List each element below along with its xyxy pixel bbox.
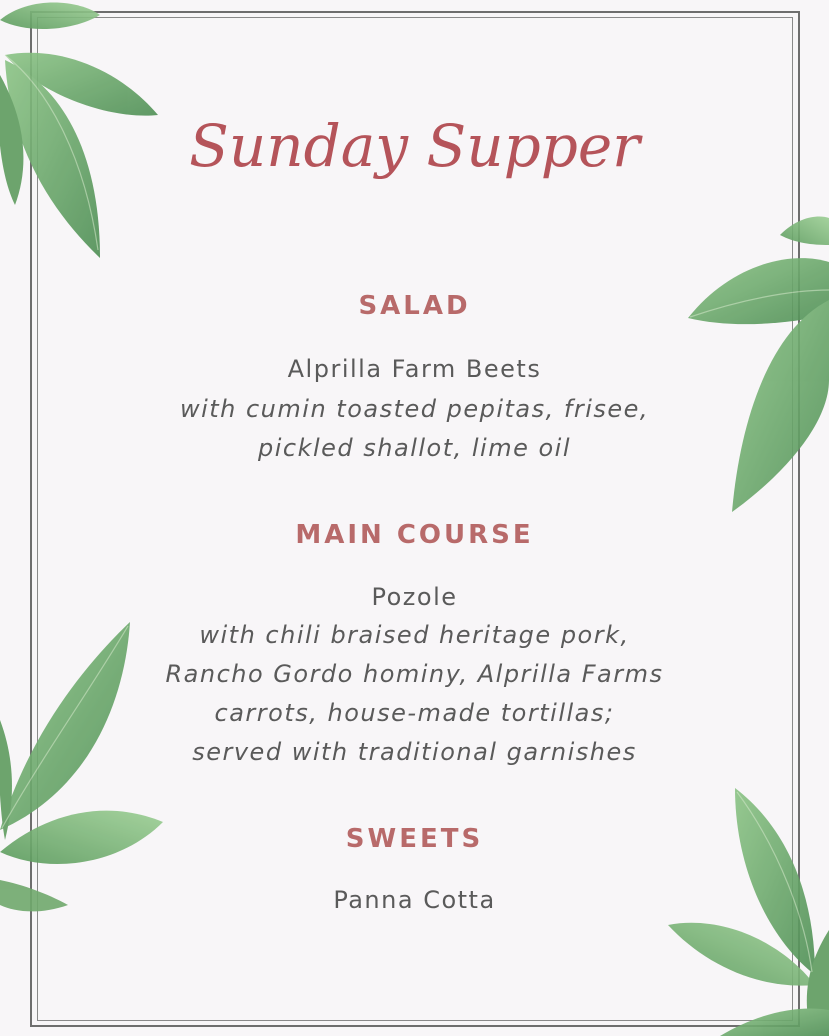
menu-title: Sunday Supper <box>189 112 640 180</box>
dish-description-main-course <box>0 616 829 772</box>
description-line: pickled shallot, lime oil <box>257 434 572 462</box>
description-line: with cumin toasted pepitas, frisee, <box>179 395 650 423</box>
description-line: carrots, house-made tortillas; <box>214 699 615 727</box>
section-heading-sweets: SWEETS <box>345 824 484 854</box>
section-heading-salad: SALAD <box>358 291 471 321</box>
dish-name-sweets: Panna Cotta <box>333 886 496 914</box>
description-line: Rancho Gordo hominy, Alprilla Farms <box>165 660 664 688</box>
section-heading-main-course: MAIN COURSE <box>295 520 534 550</box>
dish-name-salad: Alprilla Farm Beets <box>287 355 542 383</box>
description-line: with chili braised heritage pork, <box>199 621 630 649</box>
dish-name-main-course: Pozole <box>371 583 458 611</box>
description-line: served with traditional garnishes <box>192 738 637 766</box>
dish-description-salad <box>0 390 829 468</box>
